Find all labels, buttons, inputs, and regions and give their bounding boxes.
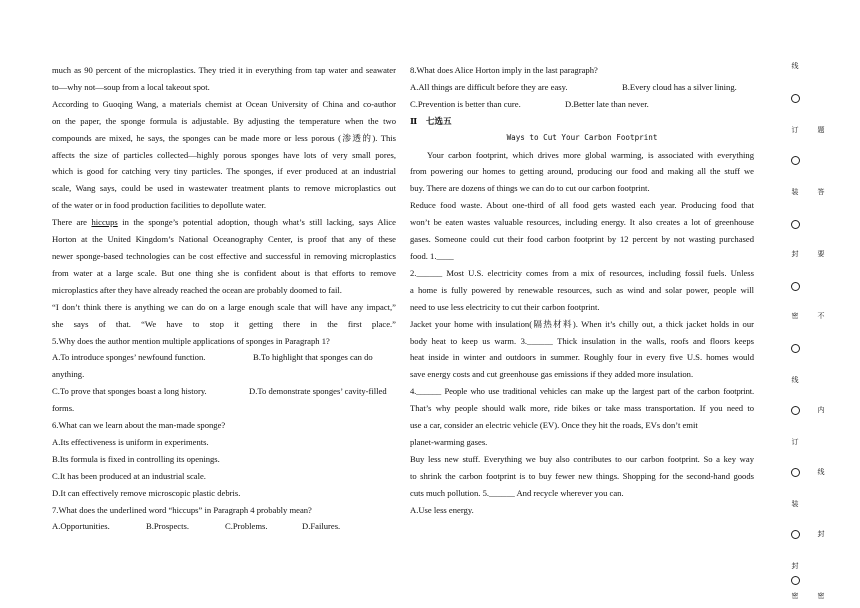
text-line: Buy less new stuff. Everything we buy also contributes to our carbon footprint. So a key way [410, 453, 754, 464]
option-row [410, 96, 754, 113]
text-line: use a car, consider an electric vehicle (EV). Once they hit the roads, EVs don’t emit [410, 420, 698, 431]
binding-char: 密 [791, 312, 799, 319]
binding-char: 线 [817, 468, 825, 475]
question-stem: 5.Why does the author mention multiple applications of sponges in Paragraph 1? [52, 335, 330, 346]
question-stem: 8.What does Alice Horton imply in the last paragraph? [410, 65, 598, 75]
binding-char: 要 [817, 250, 825, 257]
binding-char: 订 [791, 438, 799, 445]
option-c: C.It has been produced at an industrial scale. [52, 470, 206, 481]
paragraph-wang [52, 96, 396, 214]
binding-char: 封 [791, 250, 799, 257]
option-b: B.Prospects. [146, 521, 189, 532]
text-line: compounds are mixed, he says, the sponges can be made more or less porous (渗透的). This [52, 132, 396, 143]
option-a: A.All things are difficult before they are easy. [410, 81, 568, 92]
left-column [52, 62, 396, 535]
option-d: D.It can effectively remove microscopic plastic debris. [52, 487, 241, 498]
option-b: B.Every cloud has a silver lining. [622, 81, 737, 92]
binding-circle [791, 406, 800, 415]
binding-circle [791, 576, 800, 585]
text-span: in the sponge’s potential adoption, though what’s still lacking, says Alice [117, 217, 396, 228]
passage-title: Ways to Cut Your Carbon Footprint [506, 132, 658, 142]
right-column [410, 62, 754, 518]
section-heading: Ⅱ 七选五 [410, 115, 452, 126]
binding-circle [791, 344, 800, 353]
text-line: affects the size of particles collected—highly porous sponges have lots of very small pores, [52, 149, 396, 160]
question-8 [410, 62, 754, 113]
binding-char: 线 [791, 62, 799, 69]
binding-char: 订 [791, 126, 799, 133]
binding-char: 不 [817, 312, 825, 319]
underlined-word-hiccups: hiccups [91, 217, 118, 228]
text-line: which is good for catching very tiny particles. The sponges, if ever produced at an industrial [52, 166, 396, 177]
paragraph-electricity [410, 265, 754, 316]
text-line: 2.______ Most U.S. electricity comes from a mix of resources, including fossil fuels. Unless [410, 267, 754, 278]
text-line: 4.______ People who use traditional vehicles can make up the largest part of the carbon footprint. [410, 386, 754, 397]
option-a: A.Its effectiveness is uniform in experiments. [52, 436, 209, 447]
option-row [52, 383, 396, 400]
binding-char: 内 [817, 406, 825, 413]
text-line [52, 214, 396, 231]
text-line: buy. There are dozens of things we can do to cut our carbon footprint. [410, 183, 650, 194]
text-line: on the paper, the sponge formula is adjustable. By adjusting the temperature when the two [52, 115, 396, 126]
text-line: Your carbon footprint, which drives more global warming, is associated with everything [427, 149, 754, 160]
option-row [52, 349, 396, 366]
binding-circle [791, 282, 800, 291]
option-b-cont: anything. [52, 369, 85, 380]
text-line: Reduce food waste. About one-third of all food gets wasted each year. Producing food that [410, 200, 754, 211]
text-line: According to Guoqing Wang, a materials chemist at Ocean University of China and co-author [52, 98, 396, 109]
binding-char: 装 [791, 500, 799, 507]
text-line: food. 1.____ [410, 250, 454, 261]
option-a: A.Use less energy. [410, 504, 474, 515]
binding-char: 答 [817, 188, 825, 195]
text-line: to shrink the carbon footprint is to buy fewer new things. Shopping for the second-hand goods [410, 470, 754, 481]
option-d: D.To demonstrate sponges’ cavity-filled [249, 386, 387, 397]
binding-circle [791, 220, 800, 229]
option-d: D.Failures. [302, 521, 341, 532]
binding-char: 封 [791, 562, 799, 569]
text-span: There are [52, 217, 92, 228]
text-line: That’s why people should walk more, ride bikes or take mass transportation. If you need to [410, 403, 754, 414]
binding-char: 密 [817, 592, 825, 599]
text-line: gases. Someone could cut their food carbon footprint by 12 percent by not wasting purchased [410, 234, 754, 245]
paragraph-transport [410, 383, 754, 451]
question-stem: 7.What does the underlined word “hiccups” in Paragraph 4 probably mean? [52, 504, 312, 515]
option-a: A.Opportunities. [52, 521, 110, 532]
text-line: newer sponge-based technologies can be cost effective and successful in removing microplastics [52, 250, 396, 261]
binding-char: 封 [817, 530, 825, 537]
binding-char: 线 [791, 376, 799, 383]
option-d-cont: forms. [52, 403, 75, 414]
text-line: need to use less electricity to cut their carbon footprint. [410, 301, 600, 312]
question-5 [52, 333, 396, 418]
binding-margin [772, 0, 860, 608]
text-line: from powering our homes to getting around, producing our food and making all the stuff we [410, 166, 754, 177]
paragraph-intro [410, 147, 754, 198]
option-d: D.Better late than never. [565, 98, 649, 109]
option-row [52, 518, 396, 535]
text-line: much as 90 percent of the microplastics. They tried it in everything from tap water and seawater [52, 65, 396, 75]
option-b: B.Its formula is fixed in controlling its openings. [52, 453, 220, 464]
text-line: planet-warming gases. [410, 436, 488, 447]
text-line: Horton at the United Kingdom’s National Oceanography Center, is proof that any of these [52, 234, 396, 245]
binding-char: 装 [791, 188, 799, 195]
text-line: won’t be eaten wastes valuable resources, including energy. It also creates a lot of greenhouse [410, 217, 754, 228]
option-c: C.Prevention is better than cure. [410, 98, 521, 109]
option-row [410, 79, 754, 96]
option-b: B.To highlight that sponges can do [253, 352, 373, 363]
binding-char: 密 [791, 592, 799, 599]
binding-circle [791, 94, 800, 103]
text-line: cuts much pollution. 5.______ And recycle wherever you can. [410, 487, 624, 498]
text-line: to—why not—soup from a local takeout spot. [52, 81, 210, 92]
binding-circle [791, 156, 800, 165]
text-line: save energy costs and cut greenhouse gas emissions if they added more insulation. [410, 369, 694, 380]
question-6 [52, 417, 396, 502]
text-line: she says of that. “We have to stop it getting there in the first place.” [52, 318, 396, 329]
paragraph-quote [52, 299, 396, 333]
text-line: a home is fully powered by renewable resources, such as wind and solar power, people will [410, 284, 754, 295]
binding-circle [791, 468, 800, 477]
text-line: from water at a large scale. But one thing she is confident about is that efforts to remove [52, 267, 396, 278]
option-a: A.To introduce sponges’ newfound function. [52, 352, 206, 363]
question-7 [52, 502, 396, 536]
option-c: C.Problems. [225, 521, 268, 532]
text-line: of the water or in food production facilities to depollute water. [52, 200, 267, 211]
question-stem: 6.What can we learn about the man-made sponge? [52, 420, 226, 431]
binding-circle [791, 530, 800, 539]
paragraph-horton [52, 214, 396, 299]
paragraph-food-waste [410, 197, 754, 265]
paragraph-buy-less [410, 451, 754, 502]
text-line: scale, Wang says, could be used in wastewater treatment plants to remove microplastics out [52, 183, 396, 194]
text-line: Jacket your home with insulation(隔热材料). When it’s chilly out, a thick jacket holds in our [410, 318, 754, 329]
paragraph-insulation [410, 316, 754, 384]
text-line: body heat to keep us warm. 3.______ Thick insulation in the walls, roofs and floors keeps [410, 335, 754, 346]
text-line: microplastics after they have already reached the ocean are probably doomed to fail. [52, 284, 342, 295]
text-line: “I don’t think there is anything we can do on a large enough scale that will have any impact,” [52, 301, 396, 312]
binding-char: 题 [817, 126, 825, 133]
text-line: heat inside in winter and outdoors in summer. Roughly four in every five U.S. homes would [410, 352, 754, 363]
option-c: C.To prove that sponges boast a long history. [52, 386, 207, 397]
